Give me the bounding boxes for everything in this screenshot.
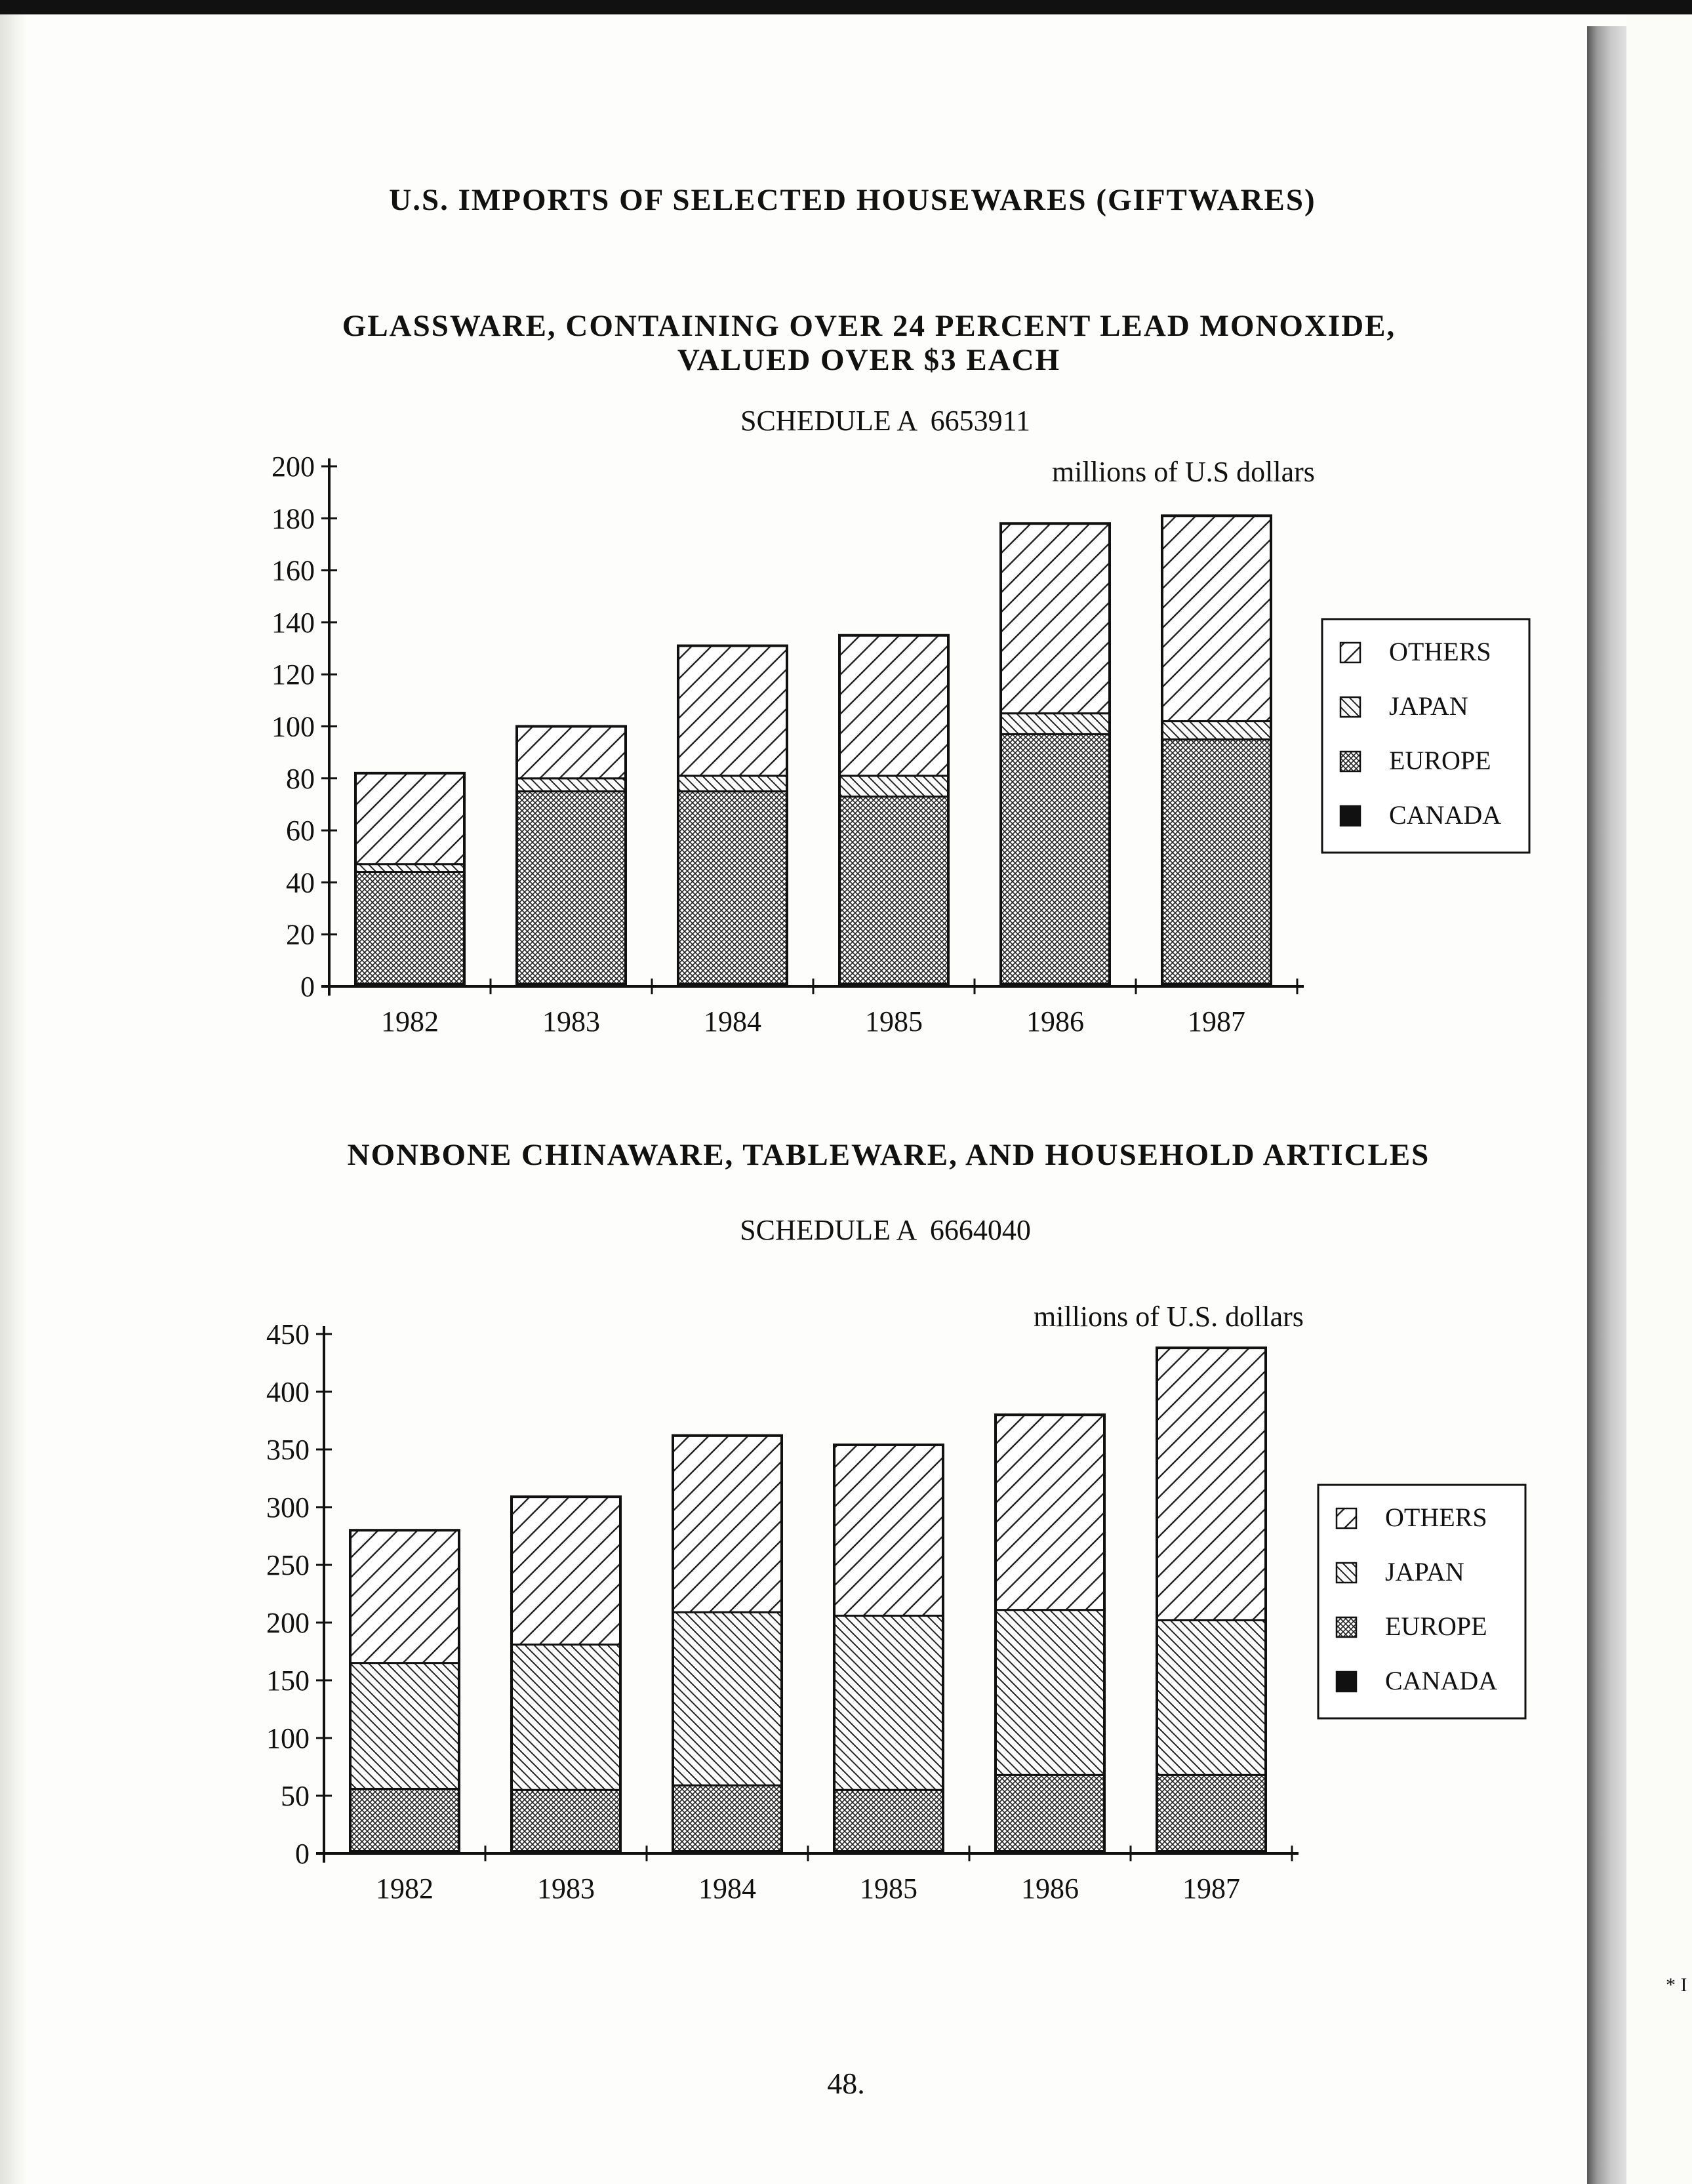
- y-tick-label: 100: [266, 1722, 310, 1754]
- chart1-schedule: SCHEDULE A 6653911: [740, 405, 1031, 437]
- x-tick-label: 1984: [704, 1005, 761, 1038]
- y-tick-label: 40: [286, 866, 315, 899]
- chart1-title-line1: GLASSWARE, CONTAINING OVER 24 PERCENT LEAD MONOXIDE,: [342, 309, 1396, 343]
- y-tick-label: 120: [272, 658, 315, 691]
- y-tick-label: 50: [281, 1780, 310, 1812]
- bar-others-1986: [996, 1415, 1104, 1609]
- y-tick-label: 20: [286, 918, 315, 951]
- bar-europe-1985: [834, 1790, 943, 1851]
- y-tick-label: 200: [272, 451, 315, 483]
- bar-others-1987: [1157, 1348, 1266, 1620]
- legend-swatch-japan: [1337, 1563, 1356, 1583]
- legend-swatch-others: [1337, 1508, 1356, 1528]
- bar-others-1984: [673, 1436, 782, 1612]
- y-tick-label: 0: [295, 1838, 310, 1870]
- bar-japan-1982: [350, 1663, 459, 1789]
- y-tick-label: 200: [266, 1607, 310, 1639]
- chart1-title-line2: VALUED OVER $3 EACH: [677, 343, 1061, 377]
- chart2-title: NONBONE CHINAWARE, TABLEWARE, AND HOUSEHOLD ARTICLES: [347, 1138, 1430, 1172]
- margin-mark: * I: [1666, 1974, 1687, 1996]
- bar-others-1983: [512, 1497, 620, 1644]
- y-tick-label: 250: [266, 1549, 310, 1581]
- legend-label-others: OTHERS: [1385, 1503, 1487, 1532]
- y-tick-label: 100: [272, 710, 315, 743]
- x-tick-label: 1987: [1182, 1872, 1240, 1905]
- x-tick-label: 1986: [1026, 1005, 1084, 1038]
- x-tick-label: 1985: [860, 1872, 917, 1905]
- bar-europe-1987: [1157, 1775, 1266, 1851]
- y-tick-label: 150: [266, 1665, 310, 1697]
- legend-label-europe: EUROPE: [1389, 746, 1491, 775]
- x-tick-label: 1982: [376, 1872, 433, 1905]
- y-tick-label: 180: [272, 502, 315, 535]
- x-tick-label: 1987: [1188, 1005, 1245, 1038]
- legend-label-japan: JAPAN: [1385, 1557, 1464, 1587]
- x-tick-label: 1983: [542, 1005, 600, 1038]
- bar-europe-1984: [673, 1785, 782, 1851]
- legend-label-japan: JAPAN: [1389, 691, 1468, 721]
- page-number: 48.: [827, 2067, 865, 2100]
- legend-label-europe: EUROPE: [1385, 1611, 1487, 1641]
- x-tick-label: 1983: [537, 1872, 595, 1905]
- legend-label-canada: CANADA: [1389, 800, 1502, 830]
- y-tick-label: 140: [272, 606, 315, 639]
- bar-japan-1985: [834, 1615, 943, 1790]
- page-heading: U.S. IMPORTS OF SELECTED HOUSEWARES (GIFTWARES): [389, 183, 1316, 217]
- bar-japan-1983: [512, 1644, 620, 1790]
- bar-europe-1983: [512, 1790, 620, 1851]
- legend-swatch-europe: [1337, 1617, 1356, 1637]
- bar-europe-1982: [350, 1789, 459, 1851]
- y-tick-label: 450: [266, 1318, 310, 1350]
- y-tick-label: 60: [286, 815, 315, 847]
- chart2-schedule: SCHEDULE A 6664040: [740, 1214, 1031, 1246]
- bar-japan-1986: [996, 1610, 1104, 1775]
- y-tick-label: 350: [266, 1434, 310, 1466]
- bar-others-1982: [350, 1530, 459, 1663]
- chart2-units-label: millions of U.S. dollars: [1034, 1301, 1304, 1333]
- legend-swatch-canada: [1337, 1672, 1356, 1691]
- bar-others-1985: [834, 1445, 943, 1615]
- x-tick-label: 1984: [698, 1872, 756, 1905]
- y-tick-label: 300: [266, 1491, 310, 1524]
- x-tick-label: 1985: [865, 1005, 923, 1038]
- bar-europe-1986: [996, 1775, 1104, 1851]
- bar-japan-1987: [1157, 1620, 1266, 1775]
- legend-label-others: OTHERS: [1389, 637, 1491, 666]
- x-tick-label: 1986: [1021, 1872, 1079, 1905]
- legend-label-canada: CANADA: [1385, 1666, 1498, 1695]
- bar-japan-1984: [673, 1612, 782, 1785]
- y-tick-label: 80: [286, 762, 315, 795]
- x-tick-label: 1982: [381, 1005, 439, 1038]
- y-tick-label: 400: [266, 1376, 310, 1408]
- y-tick-label: 0: [300, 971, 315, 1003]
- y-tick-label: 160: [272, 554, 315, 587]
- chart1-units-label: millions of U.S dollars: [1052, 456, 1315, 488]
